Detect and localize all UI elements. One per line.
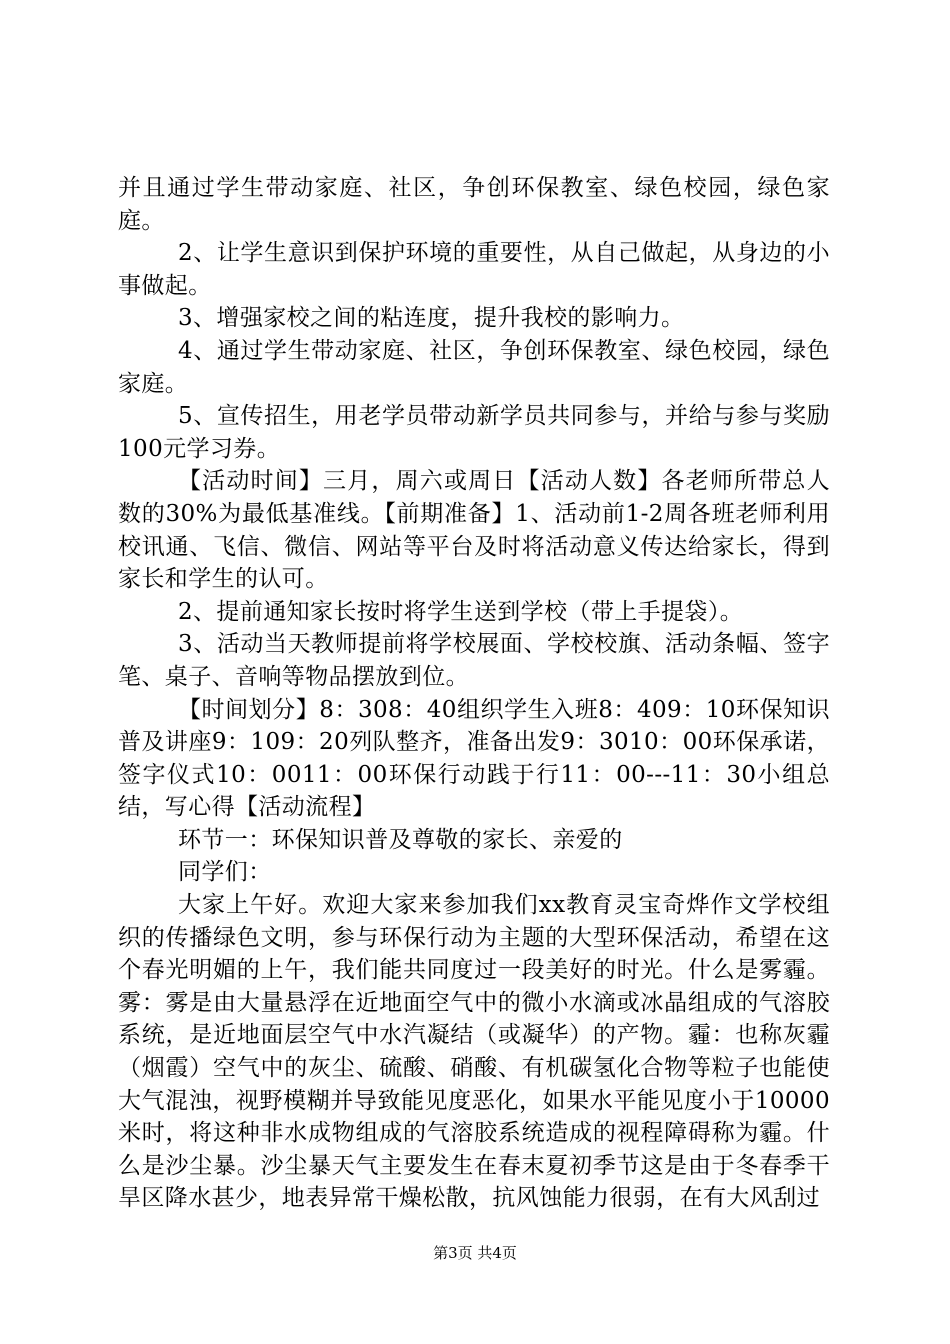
body-paragraph: 同学们：: [178, 859, 272, 886]
body-paragraph: 3、增强家校之间的粘连度，提升我校的影响力。: [178, 305, 685, 332]
body-paragraph: 【时间划分】8：308：40组织学生入班8：409：10环保知识普及讲座9：109：20列队整齐，准备出发9：3010：00环保承诺，签字仪式10：0011：00环保行动践于行11：00---11：30小组总结，写心得【活动流程】: [118, 696, 830, 821]
body-paragraph: 4、通过学生带动家庭、社区，争创环保教室、绿色校园，绿色家庭。: [118, 337, 830, 397]
body-paragraph: 3、活动当天教师提前将学校展面、学校校旗、活动条幅、签字笔、桌子、音响等物品摆放到位。: [118, 631, 830, 690]
body-paragraph: 【活动时间】三月，周六或周日【活动人数】各老师所带总人数的30%为最低基准线。【前期准备】1、活动前1-2周各班老师利用校讯通、飞信、微信、网站等平台及时将活动意义传达给家长，得到家长和学生的认可。: [118, 468, 830, 593]
document-body: [118, 172, 830, 1215]
body-paragraph: 5、宣传招生，用老学员带动新学员共同参与，并给与参与奖励100元学习券。: [118, 403, 830, 462]
page-footer: [0, 1243, 950, 1263]
body-paragraph: 环节一：环保知识普及尊敬的家长、亲爱的: [178, 826, 623, 853]
body-paragraph: 并且通过学生带动家庭、社区，争创环保教室、绿色校园，绿色家庭。: [118, 175, 830, 234]
body-paragraph: 2、让学生意识到保护环境的重要性，从自己做起，从身边的小事做起。: [118, 240, 830, 299]
body-paragraph: 2、提前通知家长按时将学生送到学校（带上手提袋）。: [178, 598, 744, 625]
page-number-label: 第3页 共4页: [433, 1244, 517, 1262]
body-paragraph: 大家上午好。欢迎大家来参加我们xx教育灵宝奇烨作文学校组织的传播绿色文明，参与环保行动为主题的大型环保活动，希望在这个春光明媚的上午，我们能共同度过一段美好的时光。什么是雾霾。雾：雾是由大量悬浮在近地面空气中的微小水滴或冰晶组成的气溶胶系统，是近地面层空气中水汽凝结（或凝华）的产物。霾：也称灰霾（烟霞）空气中的灰尘、硫酸、硝酸、有机碳氢化合物等粒子也能使大气混浊，视野模糊并导致能见度恶化，如果水平能见度小于10000米时，将这种非水成物组成的气溶胶系统造成的视程障碍称为霾。什么是沙尘暴。沙尘暴天气主要发生在春末夏初季节这是由于冬春季干旱区降水甚少，地表异常干燥松散，抗风蚀能力很弱，在有大风刮过: [118, 892, 830, 1212]
